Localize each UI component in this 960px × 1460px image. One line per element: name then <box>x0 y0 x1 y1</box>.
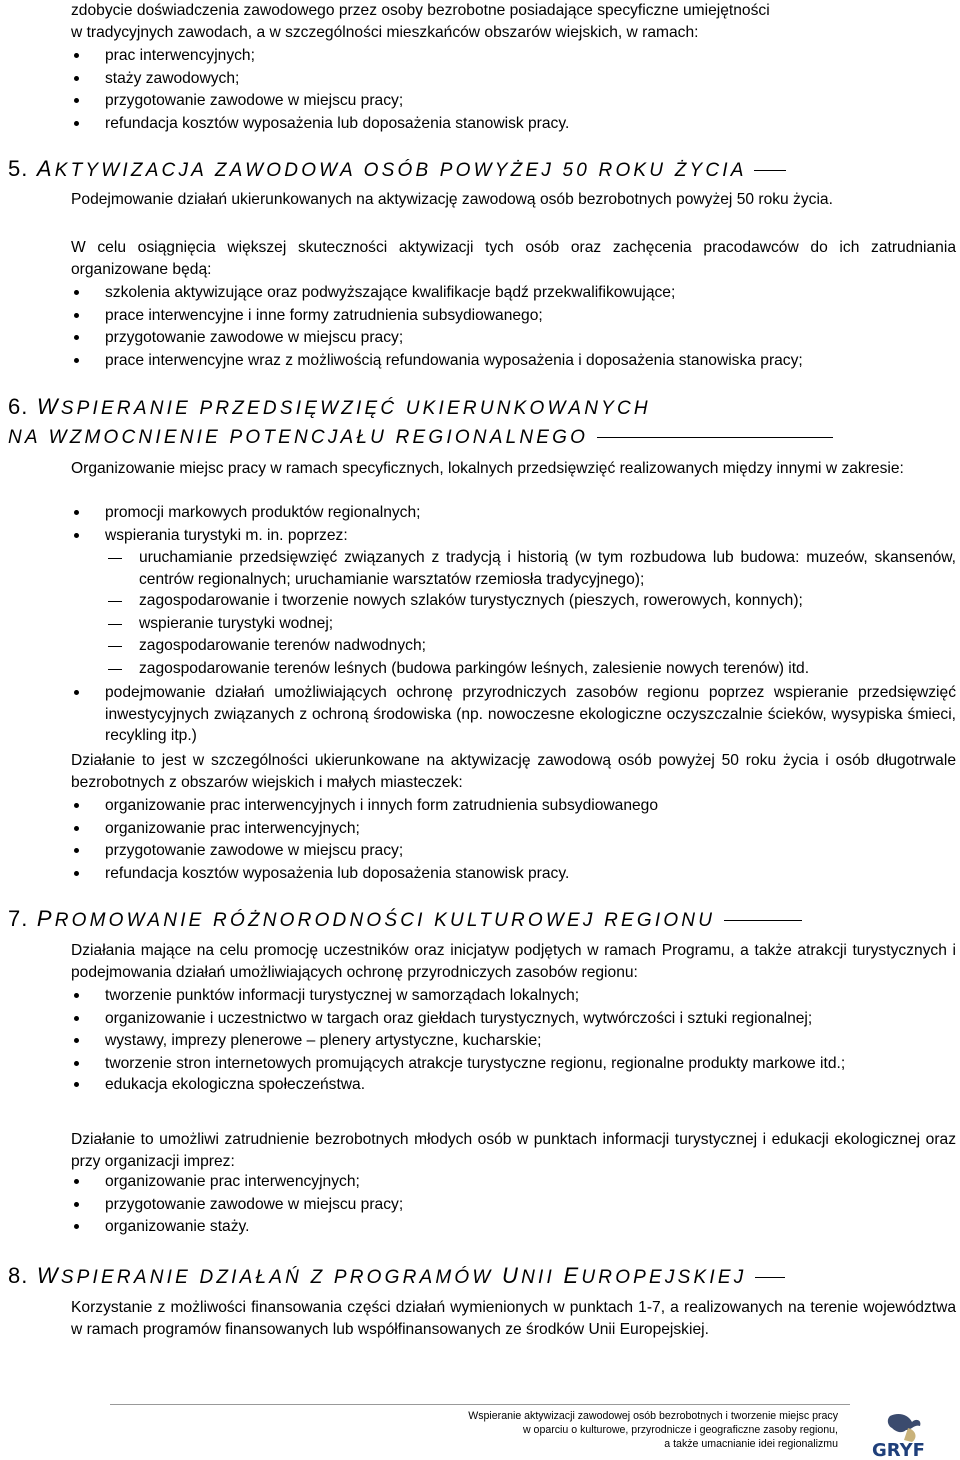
list-item: edukacja ekologiczna społeczeństwa. <box>71 1074 956 1097</box>
footer-text <box>468 1409 838 1451</box>
heading-rule <box>597 437 833 438</box>
section-6-title-cap: W <box>36 394 61 419</box>
section-7-bullet-list-b <box>71 1171 956 1239</box>
list-item: uruchamianie przedsięwzięć związanych z tradycją i historią (w tym rozbudowa lub budowa: muzeów, skansenów, centrów regionalnych; uruchamianie warsztatów rzemiosła tradycyjnego); <box>104 547 956 590</box>
intro-line-1: zdobycie doświadczenia zawodowego przez osoby bezrobotne posiadające specyficzne umiejętności <box>71 2 770 19</box>
list-item: wystawy, imprezy plenerowe – plenery artystyczne, kucharskie; <box>71 1030 956 1053</box>
list-item: przygotowanie zawodowe w miejscu pracy; <box>71 840 956 863</box>
list-item: przygotowanie zawodowe w miejscu pracy; <box>71 90 956 113</box>
section-6-number: 6. <box>8 394 29 419</box>
section-7-paragraph-2: Działanie to umożliwi zatrudnienie bezrobotnych młodych osób w punktach informacji turystycznej i edukacji ekologicznej oraz przy organizacji imprez: <box>71 1131 956 1170</box>
section-7-bullet-list-a <box>71 985 956 1097</box>
section-7-number: 7. <box>8 906 29 931</box>
list-item: zagospodarowanie terenów nadwodnych; <box>104 635 956 658</box>
list-item: refundacja kosztów wyposażenia lub doposażenia stanowisk pracy. <box>71 113 956 136</box>
section-5-paragraph-2: W celu osiągnięcia większej skuteczności aktywizacji tych osób oraz zachęcenia pracodawców do ich zatrudniania organizowane będą: <box>71 239 956 278</box>
list-item: wspierania turystyki m. in. poprzez: <box>71 525 956 548</box>
section-7-paragraph-1: Działania mające na celu promocję uczestników oraz inicjatyw podjętych w ramach Programu, a także atrakcji turystycznych i podejmowania działań umożliwiających ochronę przyrodniczych zasobów regionu: <box>71 942 956 981</box>
list-item: organizowanie staży. <box>71 1216 956 1239</box>
section-5-heading <box>8 158 956 182</box>
section-8-title-cap: W <box>36 1263 61 1288</box>
section-6-heading-line-1 <box>8 396 956 420</box>
list-item: organizowanie prac interwencyjnych; <box>71 1171 956 1194</box>
list-item: zagospodarowanie terenów leśnych (budowa parkingów leśnych, zalesienie nowych terenów) itd. <box>104 658 956 681</box>
section-6-bullet-list-c <box>71 795 956 885</box>
heading-rule <box>755 1277 785 1278</box>
section-8-title-cap-2: U <box>502 1263 522 1288</box>
intro-line-2: w tradycyjnych zawodach, a w szczególności mieszkańców obszarów wiejskich, w ramach: <box>71 24 699 41</box>
list-item: tworzenie punktów informacji turystycznej w samorządach lokalnych; <box>71 985 956 1008</box>
section-8-title-part-3: UROPEJSKIEJ <box>581 1267 747 1288</box>
list-item: refundacja kosztów wyposażenia lub doposażenia stanowisk pracy. <box>71 863 956 886</box>
section-5-title-cap: A <box>36 156 55 181</box>
section-8-paragraph-1: Korzystanie z możliwości finansowania części działań wymienionych w punktach 1-7, a realizowanych na terenie województwa w ramach programów finansowanych lub współfinansowanych ze środków Unii Europejskiej. <box>71 1299 956 1338</box>
list-item: staży zawodowych; <box>71 68 956 91</box>
footer-line-2: w oparciu o kulturowe, przyrodnicze i geograficzne zasoby regionu, <box>522 1424 838 1436</box>
footer-line-3: a także umacnianie idei regionalizmu <box>664 1438 838 1450</box>
section-6-title-line-1: SPIERANIE PRZEDSIĘWZIĘĆ UKIERUNKOWANYCH <box>60 398 651 419</box>
list-item: tworzenie stron internetowych promujących atrakcje turystyczne regionu, regionalne produkty markowe itd.; <box>71 1053 956 1075</box>
section-6-paragraph-1: Organizowanie miejsc pracy w ramach specyficznych, lokalnych przedsięwzięć realizowanych między innymi w zakresie: <box>71 460 904 477</box>
heading-rule <box>754 170 786 171</box>
footer-divider <box>110 1404 850 1405</box>
footer-line-1: Wspieranie aktywizacji zawodowej osób bezrobotnych i tworzenie miejsc pracy <box>468 1410 838 1422</box>
list-item: organizowanie prac interwencyjnych i innych form zatrudnienia subsydiowanego <box>71 795 956 818</box>
heading-rule <box>724 920 802 921</box>
section-6-paragraph-2: Działanie to jest w szczególności ukierunkowane na aktywizację zawodową osób powyżej 50 roku życia i osób długotrwale bezrobotnych z obszarów wiejskich i małych miasteczek: <box>71 752 956 791</box>
list-item: szkolenia aktywizujące oraz podwyższające kwalifikacje bądź przekwalifikowujące; <box>71 282 956 305</box>
list-item: prace interwencyjne wraz z możliwością refundowania wyposażenia i doposażenia stanowiska pracy; <box>71 350 956 373</box>
section-5-number: 5. <box>8 156 29 181</box>
section-8-title-cap-3: E <box>563 1263 582 1288</box>
list-item: promocji markowych produktów regionalnych; <box>71 502 956 525</box>
section-6-bullet-list-a <box>71 502 956 547</box>
section-5-title: KTYWIZACJA ZAWODOWA OSÓB POWYŻEJ 50 ROKU ŻYCIA <box>54 160 746 181</box>
section-6-title-line-2: NA WZMOCNIENIE POTENCJAŁU REGIONALNEGO <box>8 427 589 448</box>
section-5-bullet-list <box>71 282 956 372</box>
section-8-title-part-2: NII <box>521 1267 564 1288</box>
list-item: przygotowanie zawodowe w miejscu pracy; <box>71 1194 956 1217</box>
section-5-paragraph-1: Podejmowanie działań ukierunkowanych na aktywizację zawodową osób bezrobotnych powyżej 50 roku życia. <box>71 191 833 208</box>
section-8-title-part-1: SPIERANIE DZIAŁAŃ Z PROGRAMÓW <box>60 1267 503 1288</box>
section-8-heading <box>8 1265 956 1289</box>
list-item: przygotowanie zawodowe w miejscu pracy; <box>71 327 956 350</box>
section-6-bullet-list-b <box>71 682 956 747</box>
section-7-title: ROMOWANIE RÓŻNORODNOŚCI KULTUROWEJ REGIONU <box>54 910 716 931</box>
section-6-dash-list <box>104 547 956 681</box>
section-8-number: 8. <box>8 1263 29 1288</box>
section-6-heading-line-2 <box>8 427 956 449</box>
list-item: prac interwencyjnych; <box>71 45 956 68</box>
list-item: organizowanie i uczestnictwo w targach oraz giełdach turystycznych, wytwórczości i sztuki regionalnej; <box>71 1008 956 1031</box>
intro-bullet-list <box>71 45 956 135</box>
list-item: prace interwencyjne i inne formy zatrudnienia subsydiowanego; <box>71 305 956 328</box>
logo-text: GRYF <box>872 1440 925 1460</box>
list-item: wspieranie turystyki wodnej; <box>104 613 956 636</box>
gryf-logo <box>868 1412 938 1460</box>
list-item: podejmowanie działań umożliwiających ochronę przyrodniczych zasobów regionu poprzez wspieranie przedsięwzięć inwestycyjnych związanych z ochroną środowiska (np. nowoczesne ekologiczne oczyszczalnie ścieków, wysypiska śmieci, recykling itp.) <box>71 682 956 747</box>
list-item: organizowanie prac interwencyjnych; <box>71 818 956 841</box>
list-item: zagospodarowanie i tworzenie nowych szlaków turystycznych (pieszych, rowerowych, konnych); <box>104 590 956 613</box>
section-7-title-cap: P <box>36 906 55 931</box>
section-7-heading <box>8 908 956 932</box>
